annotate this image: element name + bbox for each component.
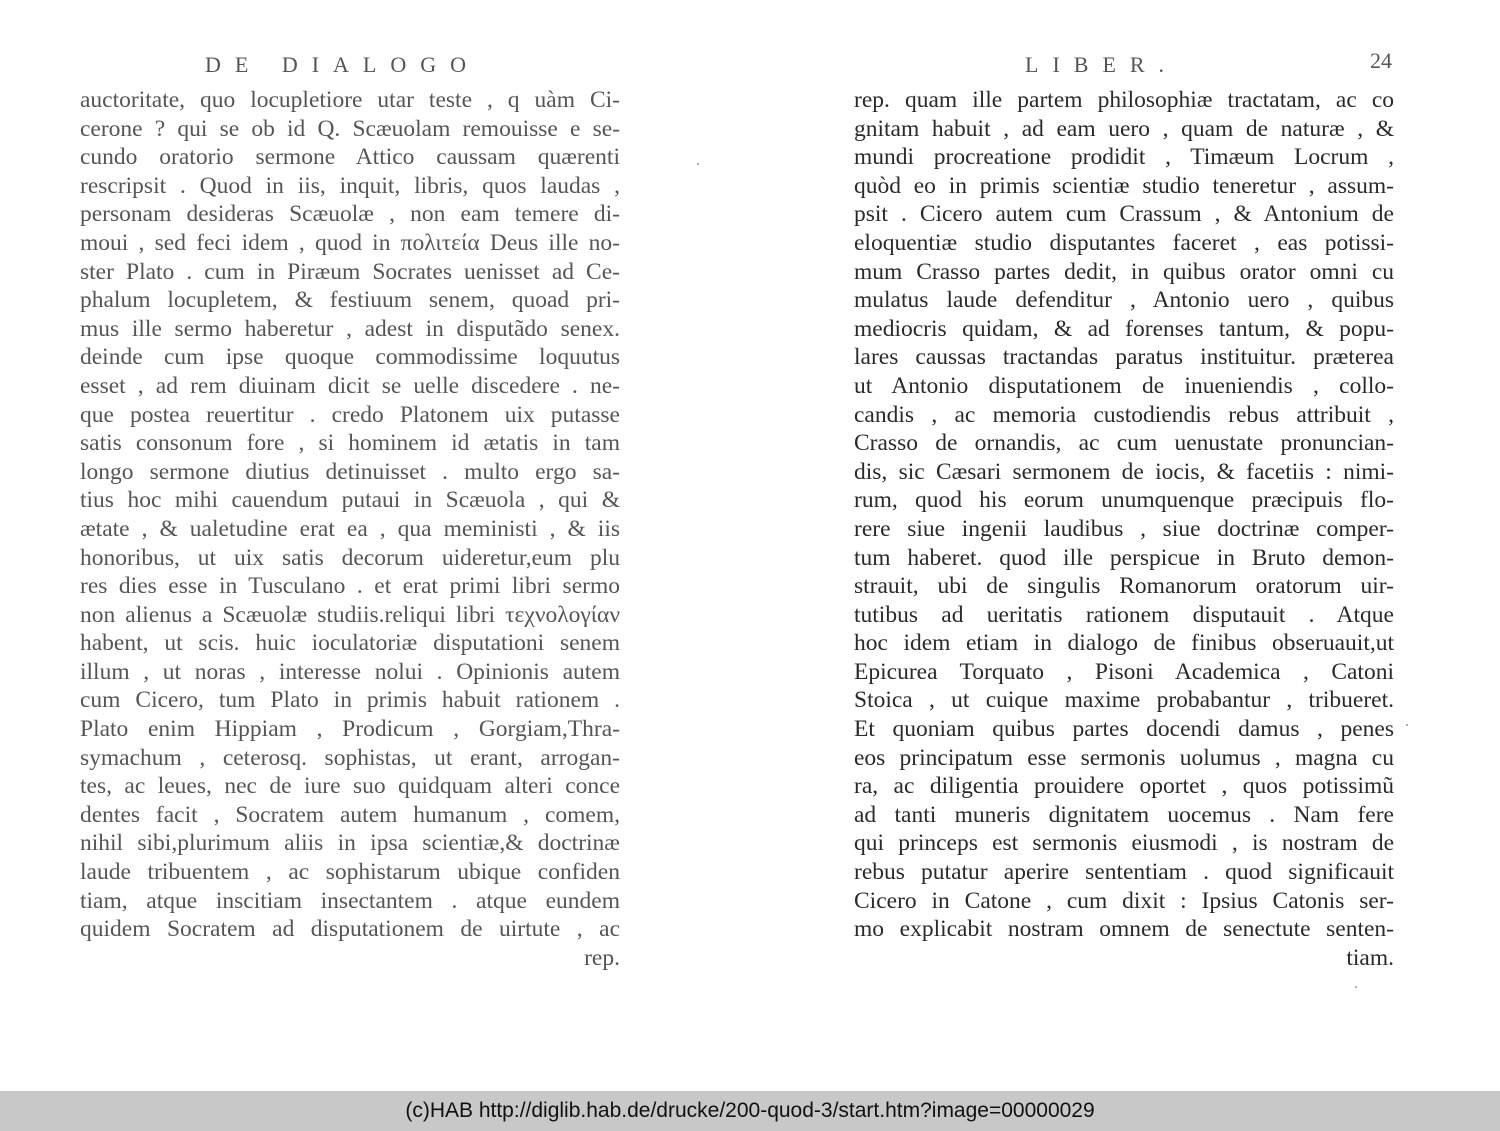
attribution-footer <box>0 1091 1500 1131</box>
text-line: mum Crasso partes dedit, in quibus orator omni cu <box>854 258 1394 285</box>
right-running-head: LIBER. <box>1025 52 1179 77</box>
text-line: rep. quam ille partem philosophiæ tractatam, ac co <box>854 87 1394 113</box>
text-line: gnitam habuit , ad eam uero , quam de naturæ , & <box>854 115 1394 142</box>
text-line: personam desideras Scæuolæ , non eam temere di- <box>80 201 620 228</box>
text-line: qui princeps est sermonis eiusmodi , is nostram de <box>854 830 1394 857</box>
text-line: cerone ? qui se ob id Q. Scæuolam remouisse e se- <box>80 115 620 142</box>
text-line: longo sermone diutius detinuisset . multo ergo sa- <box>80 458 620 485</box>
left-running-head: DE DIALOGO <box>205 52 481 77</box>
text-line: tes, ac leues, nec de iure suo quidquam alteri conce <box>80 773 620 800</box>
text-line: rum, quod his eorum unumquenque præcipuis flo- <box>854 487 1394 514</box>
text-line: rebus putatur aperire sententiam . quod significauit <box>854 859 1394 886</box>
text-line: auctoritate, quo locupletiore utar teste , q uàm Ci- <box>80 87 620 113</box>
text-line: dentes facit , Socratem autem humanum , comem, <box>80 801 620 828</box>
text-line: mundi procreatione prodidit , Timæum Locrum , <box>854 144 1394 171</box>
text-line: Epicurea Torquato , Pisoni Academica , Catoni <box>854 658 1394 685</box>
page-number: 24 <box>1370 48 1392 73</box>
text-line: Cicero in Catone , cum dixit : Ipsius Catonis ser- <box>854 887 1394 914</box>
text-line: tius hoc mihi cauendum putaui in Scæuola , qui & <box>80 487 620 514</box>
text-line: ra, ac diligentia prouidere oportet , quos potissimũ <box>854 773 1394 800</box>
text-line: rere siue ingenii laudibus , siue doctrinæ comper- <box>854 515 1394 542</box>
right-page <box>760 0 1500 1090</box>
text-line: lares caussas tractandas paratus instituitur. præterea <box>854 344 1394 371</box>
left-page-text <box>80 86 620 972</box>
text-line: Et quoniam quibus partes docendi damus , penes <box>854 716 1394 743</box>
right-page-text <box>854 86 1394 972</box>
text-line: eloquentiæ studio disputantes faceret , eas potissi- <box>854 229 1394 256</box>
text-line: mo explicabit nostram omnem de senectute senten- <box>854 916 1394 943</box>
text-line: Plato enim Hippiam , Prodicum , Gorgiam,Thra- <box>80 716 620 743</box>
text-line: satis consonum fore , si hominem id ætatis in tam <box>80 430 620 457</box>
text-line: Stoica , ut cuique maxime probabantur , tribueret. <box>854 687 1394 714</box>
text-line: esset , ad rem diuinam dicit se uelle discedere . ne- <box>80 372 620 399</box>
text-line: hoc idem etiam in dialogo de finibus obseruauit,ut <box>854 630 1394 657</box>
text-line: mus ille sermo haberetur , adest in disputãdo senex. <box>80 315 620 342</box>
text-line: ad tanti muneris dignitatem uocemus . Nam fere <box>854 801 1394 828</box>
text-line: mediocris quidam, & ad forenses tantum, & popu- <box>854 315 1394 342</box>
text-line: cundo oratorio sermone Attico caussam quærenti <box>80 144 620 171</box>
margin-speck <box>1406 724 1408 726</box>
text-line: res dies esse in Tusculano . et erat primi libri sermo <box>80 573 620 600</box>
text-line: honoribus, ut uix satis decorum uideretur,eum plu <box>80 544 620 571</box>
text-line: quòd eo in primis scientiæ studio teneretur , assum- <box>854 172 1394 199</box>
text-line: tutibus ad ueritatis rationem disputauit . Atque <box>854 601 1394 628</box>
text-line: eos principatum esse sermonis uolumus , magna cu <box>854 744 1394 771</box>
text-line: que postea reuertitur . credo Platonem uix putasse <box>80 401 620 428</box>
text-line: psit . Cicero autem cum Crassum , & Antonium de <box>854 201 1394 228</box>
text-line: nihil sibi,plurimum aliis in ipsa scientiæ,& doctrinæ <box>80 830 620 857</box>
text-line: tum haberet. quod ille perspicue in Bruto demon- <box>854 544 1394 571</box>
text-line: phalum locupletem, & festiuum senem, quoad pri- <box>80 287 620 314</box>
text-line: cum Cicero, tum Plato in primis habuit rationem . <box>80 687 620 714</box>
margin-speck <box>1355 986 1357 988</box>
catchword: rep. <box>584 944 620 971</box>
text-line: symachum , ceterosq. sophistas, ut erant, arrogan- <box>80 744 620 771</box>
text-line: quidem Socratem ad disputationem de uirtute , ac <box>80 916 620 943</box>
text-line: habent, ut scis. huic ioculatoriæ disputationi senem <box>80 630 620 657</box>
text-line: laude tribuentem , ac sophistarum ubique confiden <box>80 859 620 886</box>
catchword: tiam. <box>1346 944 1394 971</box>
text-line: ut Antonio disputationem de inueniendis , collo- <box>854 372 1394 399</box>
text-line: ætate , & ualetudine erat ea , qua meministi , & iis <box>80 515 620 542</box>
text-line: strauit, ubi de singulis Romanorum oratorum uir- <box>854 573 1394 600</box>
text-line: ster Plato . cum in Piræum Socrates uenisset ad Ce- <box>80 258 620 285</box>
text-line: Crasso de ornandis, ac cum uenustate pronuncian- <box>854 430 1394 457</box>
attribution-text: (c)HAB http://diglib.hab.de/drucke/200-quod-3/start.htm?image=00000029 <box>405 1099 1095 1122</box>
text-line: candis , ac memoria custodiendis rebus attribuit , <box>854 401 1394 428</box>
text-line: non alienus a Scæuolæ studiis.reliqui libri τεχνολογίαν <box>80 601 620 628</box>
text-line: dis, sic Cæsari sermonem de iocis, & facetiis : nimi- <box>854 458 1394 485</box>
text-line: rescripsit . Quod in iis, inquit, libris, quos laudas , <box>80 172 620 199</box>
text-line: tiam, atque inscitiam insectantem . atque eundem <box>80 887 620 914</box>
gutter-speck <box>697 163 699 165</box>
text-line: illum , ut noras , interesse nolui . Opinionis autem <box>80 658 620 685</box>
text-line: deinde cum ipse quoque commodissime loquutus <box>80 344 620 371</box>
left-page <box>0 0 740 1090</box>
text-line: moui , sed feci idem , quod in πολιτεία Deus ille no- <box>80 229 620 256</box>
text-line: mulatus laude defenditur , Antonio uero , quibus <box>854 287 1394 314</box>
